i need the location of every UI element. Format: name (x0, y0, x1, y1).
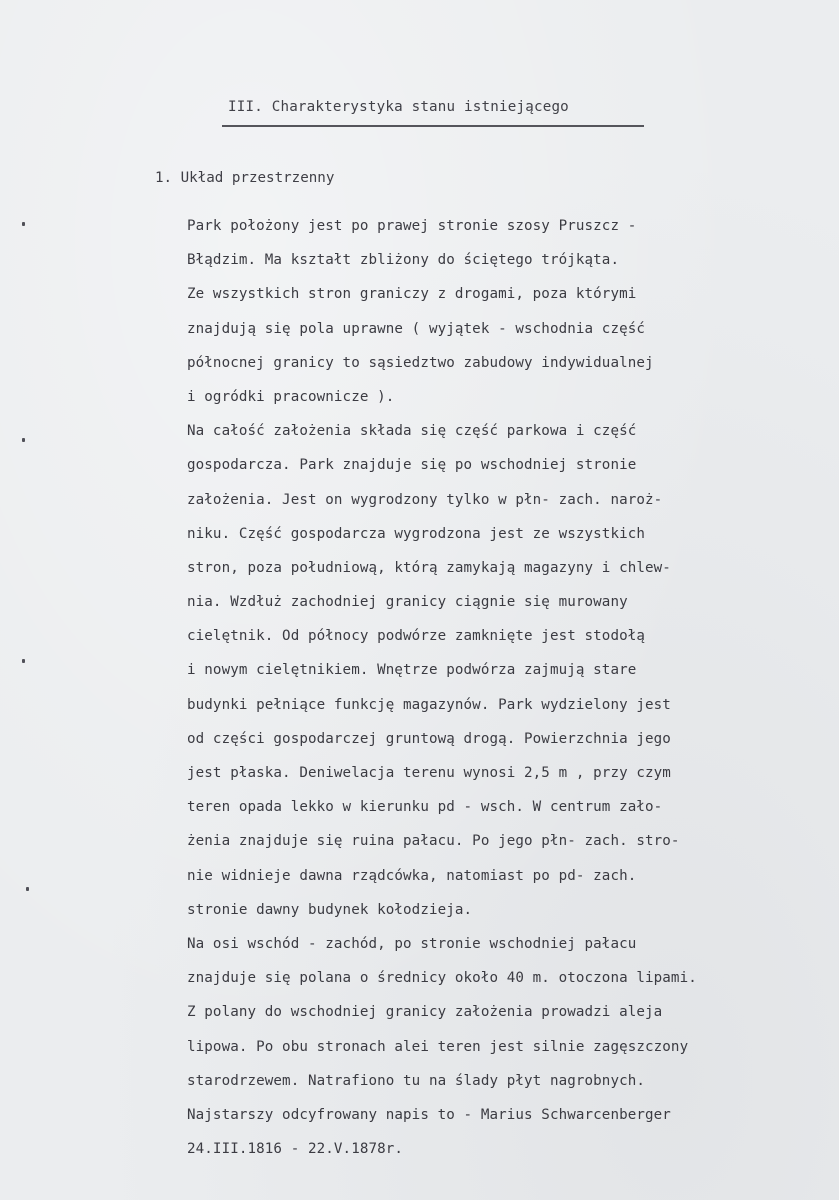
text-line: od części gospodarczej gruntową drogą. Powierzchnia jego (187, 730, 671, 747)
text-line: nie widnieje dawna rządcówka, natomiast po pd- zach. (187, 867, 637, 884)
text-line: założenia. Jest on wygrodzony tylko w płn- zach. naroż- (187, 491, 663, 508)
document-heading: III. Charakterystyka stanu istniejącego (228, 99, 569, 115)
text-line: budynki pełniące funkcję magazynów. Park wydzielony jest (187, 696, 671, 713)
text-line: i nowym cielętnikiem. Wnętrze podwórza zajmują stare (187, 662, 637, 679)
text-line: starodrzewem. Natrafiono tu na ślady płyt nagrobnych. (187, 1072, 646, 1089)
text-line: stronie dawny budynek kołodzieja. (187, 901, 473, 918)
text-line: Najstarszy odcyfrowany napis to - Marius Schwarcenberger (187, 1106, 671, 1123)
text-line: Park położony jest po prawej stronie szosy Pruszcz - (187, 218, 637, 234)
text-line: lipowa. Po obu stronach alei teren jest silnie zagęszczony (187, 1038, 689, 1055)
section-title (155, 170, 334, 186)
section-number: 1. (155, 170, 173, 186)
text-line: Ze wszystkich stron graniczy z drogami, poza którymi (187, 286, 637, 303)
text-line: cielętnik. Od północy podwórze zamknięte jest stodołą (187, 628, 646, 645)
margin-punch-mark (22, 659, 25, 663)
margin-punch-mark (22, 438, 25, 442)
section-title-text: Układ przestrzenny (180, 170, 335, 186)
text-line: 24.III.1816 - 22.V.1878r. (187, 1141, 404, 1158)
text-line: niku. Część gospodarcza wygrodzona jest ze wszystkich (187, 525, 646, 542)
heading-underline (222, 125, 644, 127)
text-line: jest płaska. Deniwelacja terenu wynosi 2,5 m , przy czym (187, 765, 671, 781)
text-line: nia. Wzdłuż zachodniej granicy ciągnie się murowany (187, 594, 628, 611)
text-line: stron, poza południową, którą zamykają magazyny i chlew- (187, 559, 671, 576)
text-line: żenia znajduje się ruina pałacu. Po jego płn- zach. stro- (187, 833, 680, 850)
margin-punch-mark (22, 222, 25, 226)
text-line: Błądzim. Ma kształt zbliżony do ściętego trójkąta. (187, 252, 620, 269)
text-line: gospodarcza. Park znajduje się po wschodniej stronie (187, 457, 637, 474)
margin-punch-mark (26, 887, 29, 891)
text-line: znajduje się polana o średnicy około 40 m. otoczona lipami. (187, 970, 697, 987)
text-line: teren opada lekko w kierunku pd - wsch. W centrum zało- (187, 799, 663, 816)
text-line: Na osi wschód - zachód, po stronie wschodniej pałacu (187, 935, 637, 952)
text-line: Z polany do wschodniej granicy założenia prowadzi aleja (187, 1004, 663, 1021)
text-line: i ogródki pracownicze ). (187, 388, 395, 405)
text-line: znajdują się pola uprawne ( wyjątek - wschodnia część (187, 320, 646, 337)
text-line: Na całość założenia składa się część parkowa i część (187, 423, 637, 440)
body-text (187, 209, 807, 1166)
text-line: północnej granicy to sąsiedztwo zabudowy indywidualnej (187, 354, 654, 371)
